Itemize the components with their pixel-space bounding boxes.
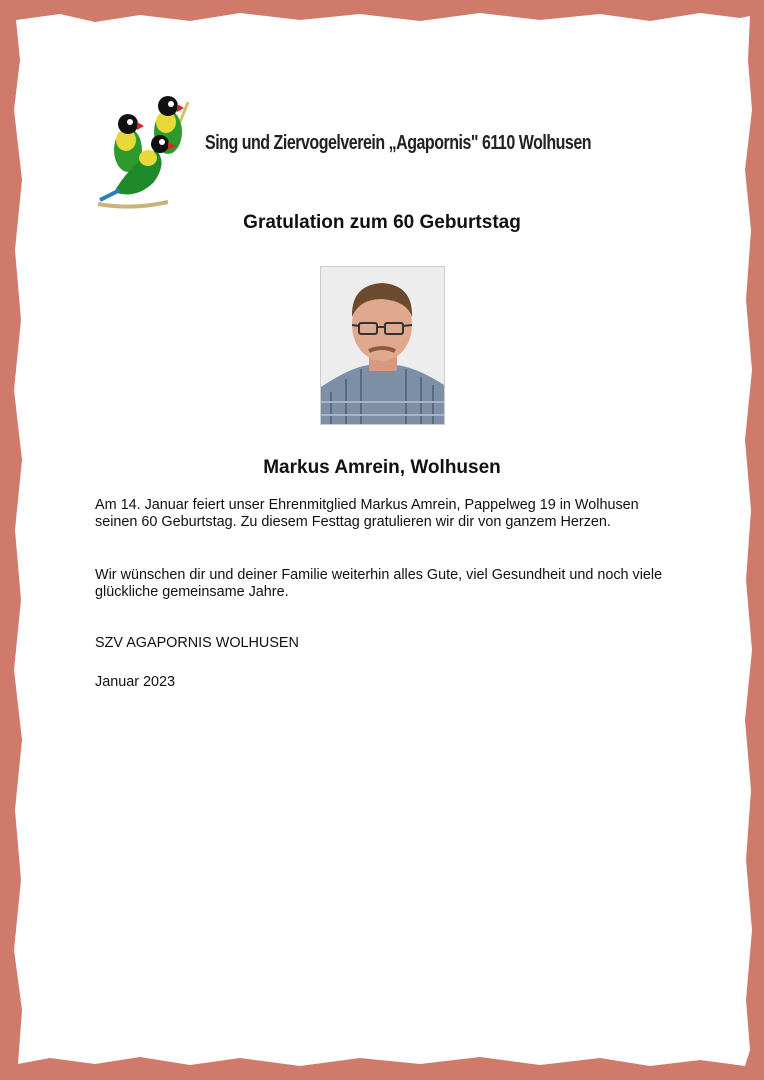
club-name: Sing und Ziervogelverein „Agapornis" 6110 Wolhusen — [205, 132, 592, 154]
congratulation-paragraph: Am 14. Januar feiert unser Ehrenmitglied Markus Amrein, Pappelweg 19 in Wolhusen seinen 60 Geburtstag. Zu diesem Festtag gratulieren wir dir von ganzem Herzen. — [95, 497, 639, 530]
person-name: Markus Amrein, Wolhusen — [263, 457, 501, 478]
page-title: Gratulation zum 60 Geburtstag — [243, 212, 521, 233]
signature: SZV AGAPORNIS WOLHUSEN — [95, 635, 299, 651]
wishes-paragraph: Wir wünschen dir und deiner Familie weiterhin alles Gute, viel Gesundheit und noch viele glückliche gemeinsame Jahre. — [95, 567, 663, 600]
portrait-photo — [320, 266, 445, 425]
date: Januar 2023 — [95, 674, 176, 690]
parrot-logo-icon — [92, 92, 198, 214]
